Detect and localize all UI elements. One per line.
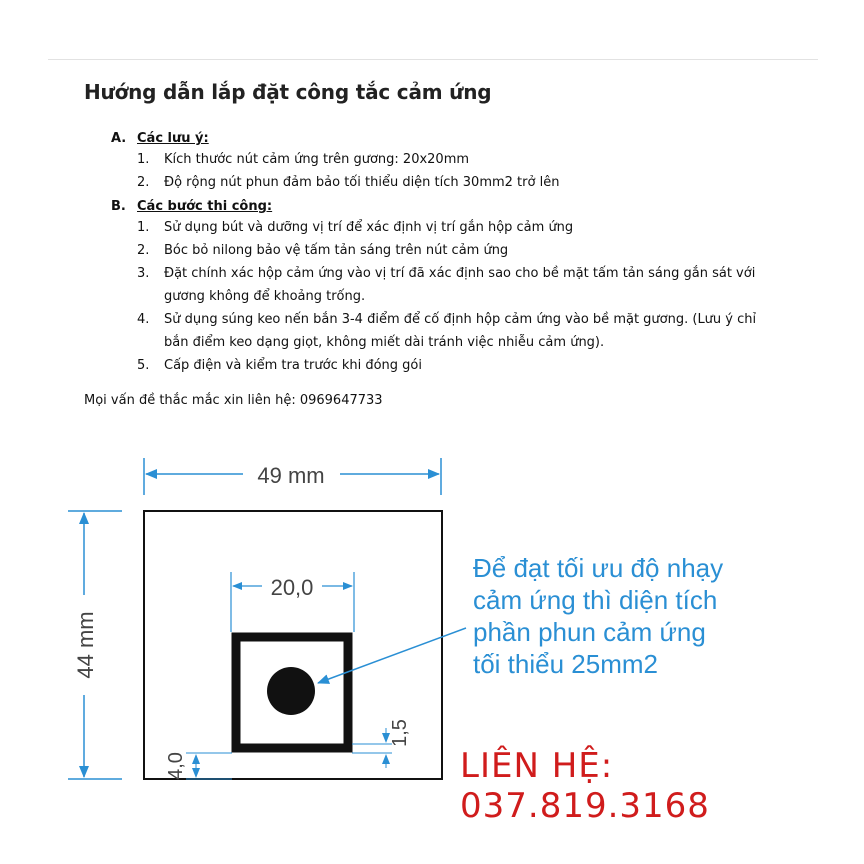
- list-item-text: Kích thước nút cảm ứng trên gương: 20x20mm: [164, 152, 470, 167]
- width-label: 49 mm: [257, 463, 325, 488]
- list-item-text: Độ rộng nút phun đảm bảo tối thiểu diện tích 30mm2 trở lên: [164, 175, 560, 190]
- section-a-letter: A.: [111, 131, 127, 146]
- touch-spray-dot: [267, 667, 315, 715]
- list-item-number: 3.: [137, 266, 150, 281]
- note-line: cảm ứng thì diện tích: [473, 585, 718, 615]
- button-size-label: 20,0: [270, 575, 314, 600]
- list-item-line: gương không để khoảng trống.: [164, 289, 366, 304]
- list-item-text: Cấp điện và kiểm tra trước khi đóng gói: [164, 358, 423, 373]
- contact-line: Mọi vấn đề thắc mắc xin liên hệ: 0969647733: [84, 393, 383, 408]
- border-label: 1,5: [389, 719, 411, 747]
- hotline-contact: LIÊN HỆ: 037.819.3168: [460, 746, 710, 826]
- width-dimension: [144, 458, 441, 495]
- list-item-line: bắn điểm keo dạng giọt, không miết dài tránh việc nhiễu cảm ứng).: [164, 335, 605, 350]
- list-item-number: 2.: [137, 175, 150, 190]
- note-line: phần phun cảm ứng: [473, 617, 706, 647]
- list-item-number: 4.: [137, 312, 150, 327]
- note-line: Để đạt tối ưu độ nhạy: [473, 553, 724, 583]
- list-item-line: Sử dụng súng keo nến bắn 3-4 điểm để cố định hộp cảm ứng vào bề mặt gương. (Lưu ý chỉ: [164, 312, 757, 327]
- list-item-number: 1.: [137, 220, 150, 235]
- section-b-label: Các bước thi công:: [137, 199, 273, 214]
- height-label: 44 mm: [73, 611, 98, 679]
- list-item-number: 5.: [137, 358, 150, 373]
- height-dimension: [68, 511, 122, 779]
- border-dimension: [352, 719, 411, 768]
- list-item-text: Bóc bỏ nilong bảo vệ tấm tản sáng trên nút cảm ứng: [164, 243, 509, 258]
- list-item-number: 2.: [137, 243, 150, 258]
- button-dimension: [231, 572, 354, 632]
- note-line: tối thiểu 25mm2: [473, 649, 658, 679]
- section-a-label: Các lưu ý:: [137, 131, 209, 146]
- offset-dimension: [165, 752, 232, 780]
- section-b-letter: B.: [111, 199, 126, 214]
- sensitivity-note: [473, 552, 853, 680]
- document-title: Hướng dẫn lắp đặt công tắc cảm ứng: [84, 80, 492, 104]
- list-item-number: 1.: [137, 152, 150, 167]
- list-item-text: Sử dụng bút và dưỡng vị trí để xác định vị trí gắn hộp cảm ứng: [164, 220, 574, 235]
- offset-label: 4,0: [165, 752, 187, 780]
- list-item-line: Đặt chính xác hộp cảm ứng vào vị trí đã xác định sao cho bề mặt tấm tản sáng gắn sát với: [164, 266, 756, 281]
